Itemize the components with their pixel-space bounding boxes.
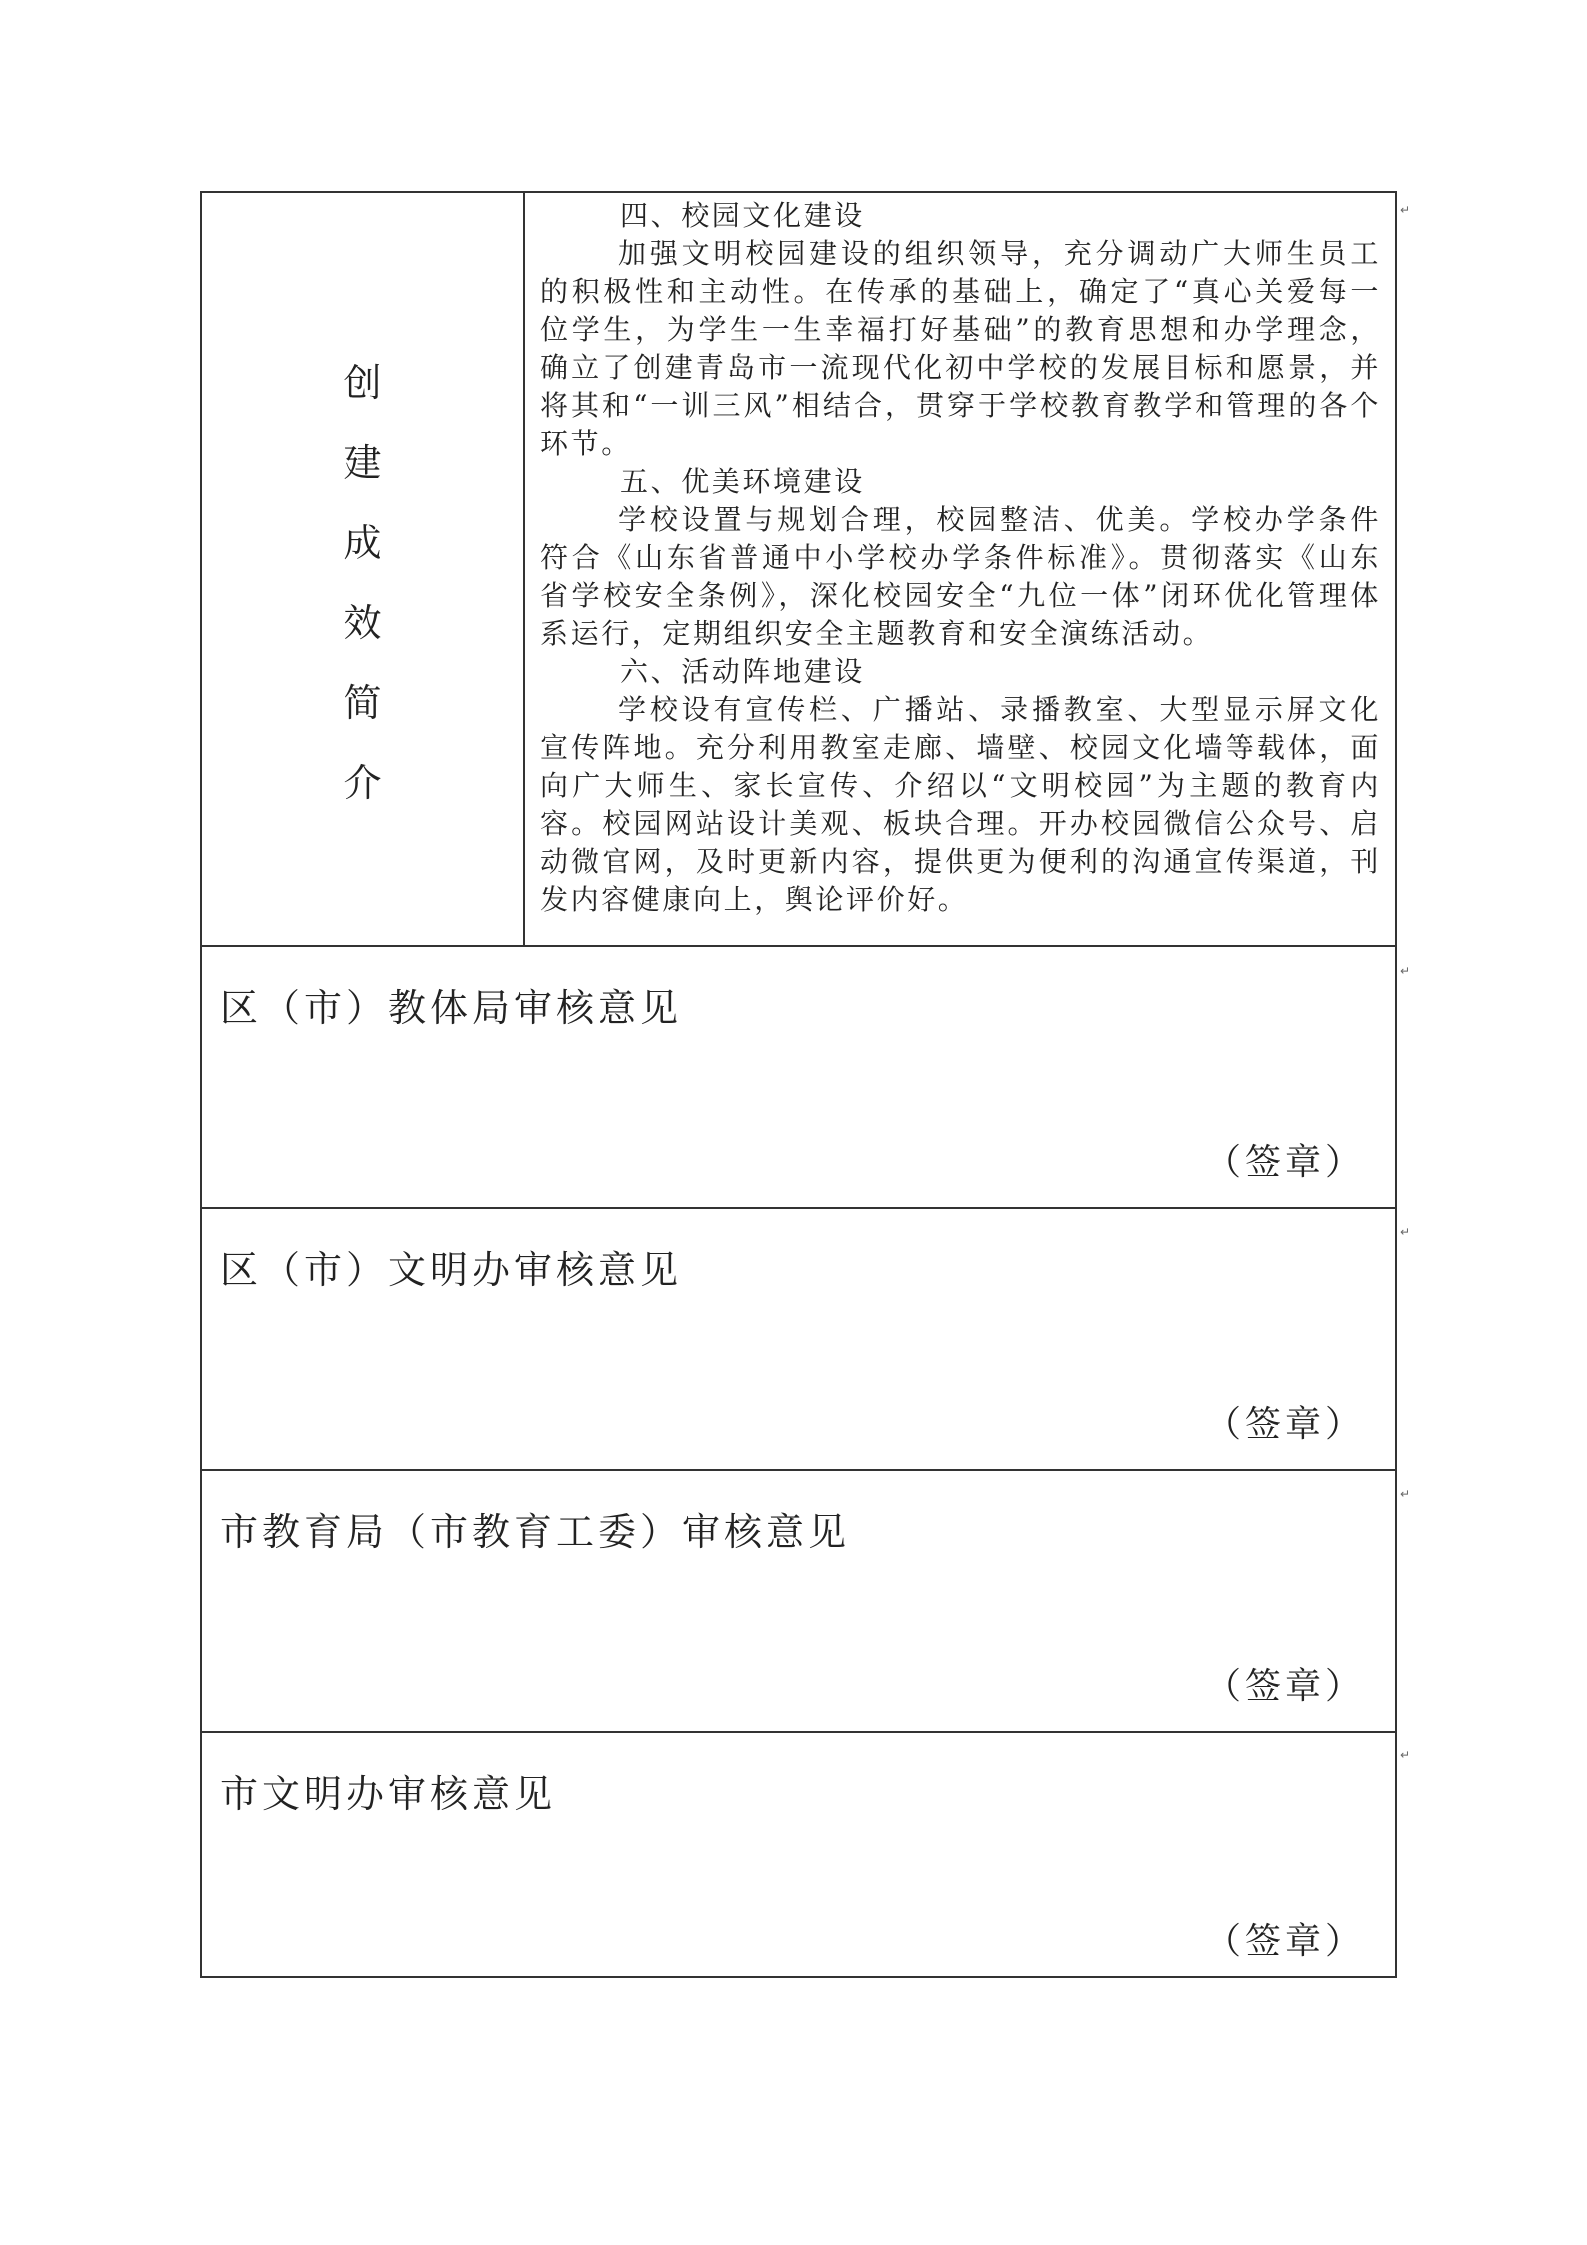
section-heading: 六、活动阵地建设 <box>620 655 865 688</box>
seal-label: （签章） <box>1204 1142 1365 1183</box>
review-row-district-civilization <box>202 1207 1395 1469</box>
summary-label-cell <box>202 193 525 945</box>
summary-label-char: 简 <box>343 681 382 725</box>
seal-label: （签章） <box>1204 1666 1365 1707</box>
section-paragraph: 学校设置与规划合理，校园整洁、优美。学校办学条件符合《山东省普通中小学校办学条件标准》。贯彻落实《山东省学校安全条例》，深化校园安全“九位一体”闭环优化管理体系运行，定期组织安全主题教育和安全演练活动。 <box>540 503 1381 650</box>
paragraph-mark-icon: ↵ <box>1400 1748 1411 1762</box>
summary-row <box>202 193 1395 945</box>
summary-label-char: 介 <box>343 761 382 805</box>
review-form-table <box>200 191 1397 1978</box>
paragraph-mark-icon: ↵ <box>1400 1225 1411 1239</box>
review-title: 区（市）文明办审核意见 <box>220 1248 683 1292</box>
summary-label-char: 成 <box>343 521 382 565</box>
summary-content-cell <box>525 193 1395 945</box>
summary-label-char: 建 <box>343 441 382 485</box>
review-title: 市文明办审核意见 <box>220 1772 557 1816</box>
paragraph-mark-icon: ↵ <box>1400 1487 1411 1501</box>
review-row-district-education <box>202 945 1395 1207</box>
section-heading: 四、校园文化建设 <box>620 199 865 232</box>
summary-label-char: 效 <box>343 601 382 645</box>
summary-label-char: 创 <box>343 361 382 405</box>
paragraph-mark-icon: ↵ <box>1400 964 1411 978</box>
section-heading: 五、优美环境建设 <box>620 465 865 498</box>
paragraph-mark-icon: ↵ <box>1400 203 1411 217</box>
review-row-city-education <box>202 1469 1395 1731</box>
seal-label: （签章） <box>1204 1921 1365 1962</box>
section-paragraph: 学校设有宣传栏、广播站、录播教室、大型显示屏文化宣传阵地。充分利用教室走廊、墙壁、校园文化墙等载体，面向广大师生、家长宣传、介绍以“文明校园”为主题的教育内容。校园网站设计美观、板块合理。开办校园微信公众号、启动微官网，及时更新内容，提供更为便利的沟通宣传渠道，刊发内容健康向上，舆论评价好。 <box>540 693 1381 916</box>
review-row-city-civilization <box>202 1731 1395 1976</box>
section-paragraph: 加强文明校园建设的组织领导，充分调动广大师生员工的积极性和主动性。在传承的基础上，确定了“真心关爱每一位学生，为学生一生幸福打好基础”的教育思想和办学理念，确立了创建青岛市一流现代化初中学校的发展目标和愿景，并将其和“一训三风”相结合，贯穿于学校教育教学和管理的各个环节。 <box>540 237 1381 460</box>
summary-vertical-label <box>202 343 523 823</box>
seal-label: （签章） <box>1204 1404 1365 1445</box>
review-title: 市教育局（市教育工委）审核意见 <box>220 1510 851 1554</box>
review-title: 区（市）教体局审核意见 <box>220 986 683 1030</box>
